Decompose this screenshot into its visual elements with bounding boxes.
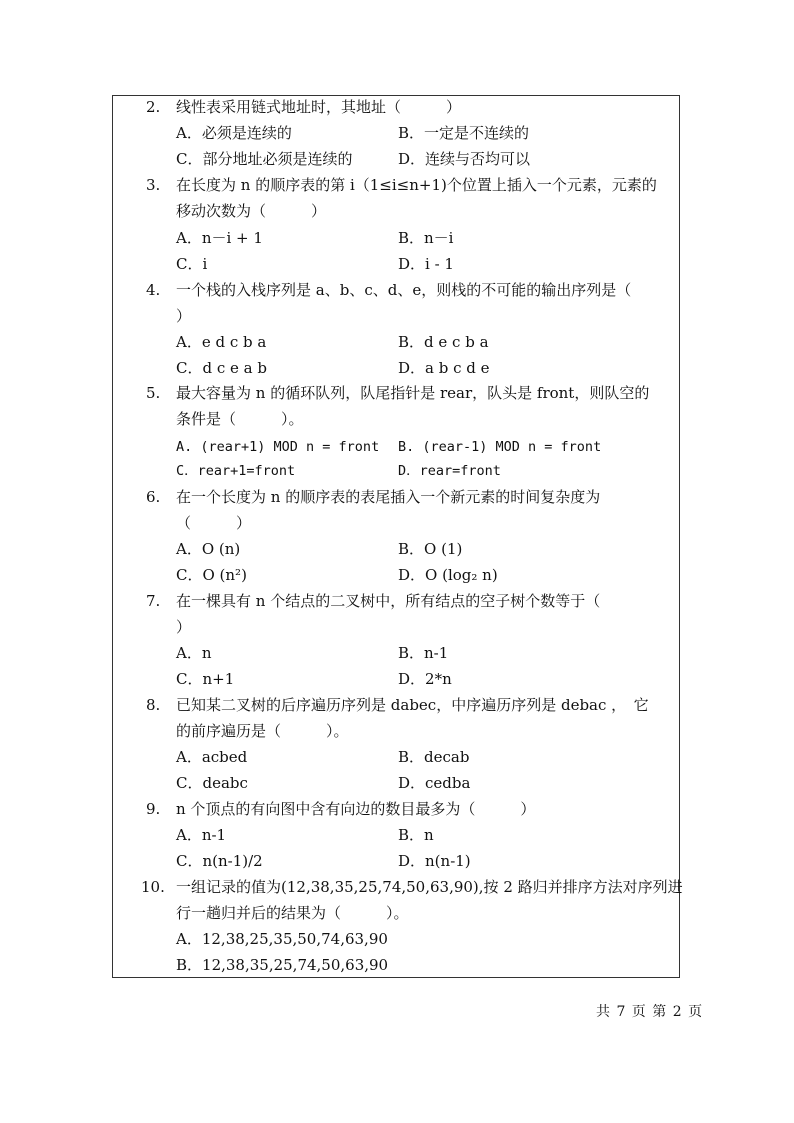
question-8-option-d: D．cedba: [398, 774, 471, 792]
question-4-text-line-2: ）: [176, 307, 192, 325]
question-3-text-line-2: 移动次数为（ ）: [176, 202, 327, 220]
question-7-option-d: D．2*n: [398, 670, 452, 688]
question-3-option-c: C．i: [176, 255, 208, 273]
question-8-option-a: A．acbed: [176, 748, 248, 766]
question-6-option-c: C．O (n²): [176, 566, 247, 584]
question-number-7: 7.: [146, 592, 161, 610]
question-number-3: 3.: [146, 176, 161, 194]
question-6-text-line-2: （ ）: [176, 514, 252, 532]
question-number-2: 2.: [146, 98, 161, 116]
question-2-option-c: C．部分地址必须是连续的: [176, 150, 353, 168]
question-3-option-a: A．n－i + 1: [176, 229, 263, 247]
question-6-option-b: B．O (1): [398, 540, 463, 558]
question-5-option-a: A. (rear+1) MOD n = front: [176, 439, 380, 455]
question-6-option-a: A．O (n): [176, 540, 241, 558]
question-number-8: 8.: [146, 696, 161, 714]
question-number-9: 9.: [146, 800, 161, 818]
question-number-4: 4.: [146, 281, 161, 299]
question-6-text-line-1: 在一个长度为 n 的顺序表的表尾插入一个新元素的时间复杂度为: [176, 488, 601, 506]
question-10-text-line-2: 行一趟归并后的结果为（ ）。: [176, 904, 409, 922]
question-7-option-a: A．n: [176, 644, 212, 662]
question-2-option-a: A．必须是连续的: [176, 124, 292, 142]
question-8-option-c: C．deabc: [176, 774, 248, 792]
question-2-option-b: B．一定是不连续的: [398, 124, 530, 142]
question-2-text: 线性表采用链式地址时，其地址（ ）: [176, 98, 462, 116]
question-4-option-a: A．e d c b a: [176, 333, 267, 351]
question-5-option-d: D．rear=front: [398, 463, 501, 479]
question-5-text-line-1: 最大容量为 n 的循环队列，队尾指针是 rear，队头是 front，则队空的: [176, 384, 650, 402]
question-2-option-d: D．连续与否均可以: [398, 150, 531, 168]
question-4-text-line-1: 一个栈的入栈序列是 a、b、c、d、e，则栈的不可能的输出序列是（: [176, 281, 632, 299]
question-number-5: 5.: [146, 384, 161, 402]
question-7-text-line-2: ）: [176, 618, 192, 636]
question-5-option-b: B. (rear-1) MOD n = front: [398, 439, 602, 455]
question-10-option-a: A．12,38,25,35,50,74,63,90: [176, 930, 388, 948]
question-10-option-b: B．12,38,35,25,74,50,63,90: [176, 956, 389, 974]
question-4-option-d: D．a b c d e: [398, 359, 490, 377]
question-number-10: 10.: [141, 878, 165, 896]
question-4-option-b: B．d e c b a: [398, 333, 489, 351]
question-3-option-d: D．i - 1: [398, 255, 454, 273]
question-3-text-line-1: 在长度为 n 的顺序表的第 i（1≤i≤n+1)个位置上插入一个元素，元素的: [176, 176, 657, 194]
question-3-option-b: B．n－i: [398, 229, 454, 247]
question-7-option-b: B．n-1: [398, 644, 449, 662]
page-footer: 共 7 页 第 2 页: [596, 1004, 704, 1020]
question-9-option-c: C．n(n-1)/2: [176, 852, 263, 870]
question-7-option-c: C．n+1: [176, 670, 235, 688]
question-9-option-d: D．n(n-1): [398, 852, 471, 870]
question-8-text-line-2: 的前序遍历是（ ）。: [176, 722, 349, 740]
question-8-text-line-1: 已知某二叉树的后序遍历序列是 dabec，中序遍历序列是 debac ， 它: [176, 696, 649, 714]
question-5-text-line-2: 条件是（ ）。: [176, 410, 304, 428]
question-8-option-b: B．decab: [398, 748, 470, 766]
question-9-option-a: A．n-1: [176, 826, 227, 844]
question-6-option-d: D．O (log₂ n): [398, 566, 498, 584]
question-10-text-line-1: 一组记录的值为(12,38,35,25,74,50,63,90),按 2 路归并排序方法对序列进: [176, 878, 683, 896]
question-number-6: 6.: [146, 488, 161, 506]
question-9-option-b: B．n: [398, 826, 434, 844]
question-5-option-c: C．rear+1=front: [176, 463, 296, 479]
question-7-text-line-1: 在一棵具有 n 个结点的二叉树中，所有结点的空子树个数等于（: [176, 592, 601, 610]
question-4-option-c: C．d c e a b: [176, 359, 267, 377]
question-9-text: n 个顶点的有向图中含有向边的数目最多为（ ）: [176, 800, 536, 818]
